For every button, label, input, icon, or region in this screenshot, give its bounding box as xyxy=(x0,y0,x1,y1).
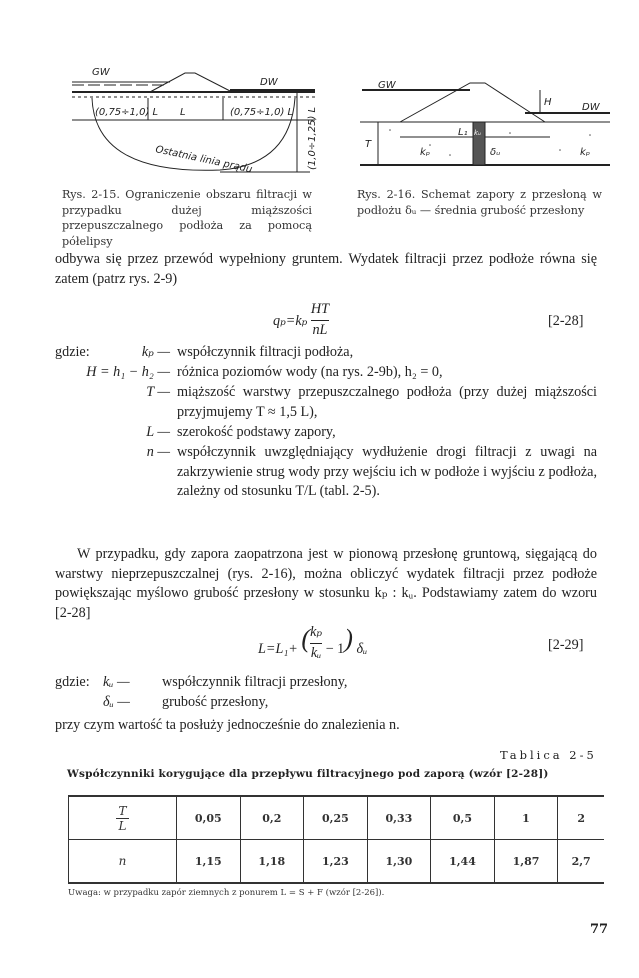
kp-right-label: kₚ xyxy=(580,147,591,158)
formula-lhs: qₚ=kₚ xyxy=(273,313,308,329)
gw-label: GW xyxy=(92,67,110,78)
formula-numerator: kₚ xyxy=(310,623,322,644)
figure-2-15 xyxy=(70,60,330,180)
figure-2-16 xyxy=(360,75,615,175)
definition-text: szerokość podstawy zapory, xyxy=(177,424,336,440)
dw-label: DW xyxy=(582,102,600,113)
formula-number: [2-29] xyxy=(548,637,584,653)
formula-tail: δᵤ xyxy=(356,641,368,657)
definition-symbol: L — xyxy=(146,424,170,440)
definitions-list-1 xyxy=(55,343,615,543)
definition-symbol: n — xyxy=(146,444,170,460)
fraction-numerator: T xyxy=(118,803,127,818)
table-cell: 1,30 xyxy=(367,840,431,883)
definition-text: współczynnik filtracji podłoża, xyxy=(177,344,354,360)
definition-symbol: kₚ — xyxy=(141,344,170,360)
table-header-cell xyxy=(69,797,177,840)
table-note: Uwaga: w przypadku zapór ziemnych z ponurem L = S + F (wzór [2-26]). xyxy=(68,888,385,898)
caption-fig-2-16: Rys. 2-16. Schemat zapory z przesłoną w podłożu δᵤ — średnia grubość przesłony xyxy=(357,188,602,217)
definition-text: współczynnik uwzględniający wydłużenie drogi filtracji z uwagi na zakrzywienie strug wody przy wejściu ich w podłoże i wyjściu z podłoża, zależny od stosunku T/L (tabl. 2-5). xyxy=(177,444,597,499)
table-header-cell: n xyxy=(69,840,177,883)
paragraph-1: odbywa się przez przewód wypełniony gruntem. Wydatek filtracji przez podłoże równa się zatem (patrz rys. 2-9) xyxy=(55,251,597,287)
caption-fig-2-15: Rys. 2-15. Ograniczenie obszaru filtracji w przypadku dużej miąższości przepuszczalnego podłoża za pomocą półelipsy xyxy=(62,188,312,248)
delta-label: δᵤ xyxy=(490,147,501,158)
formula-denominator: nL xyxy=(312,321,328,338)
table-cell: 0,33 xyxy=(367,797,431,840)
coefficients-table xyxy=(68,795,604,884)
curve-label: Ostatnia linia prądu xyxy=(154,144,254,176)
definitions-list-2 xyxy=(55,673,615,713)
definition-text: miąższość warstwy przepuszczalnego podłoża (przy dużej miąższości przyjmujemy T ≈ 1,5 L), xyxy=(177,384,597,420)
formula-number: [2-28] xyxy=(548,313,584,329)
definition-symbol: H = h₁ − h₂ — xyxy=(86,364,170,380)
definition-symbol: T — xyxy=(146,384,170,400)
definition-text: współczynnik filtracji przesłony, xyxy=(162,674,348,690)
ku-label: kᵤ xyxy=(474,129,481,137)
formula-term: − 1 xyxy=(325,641,345,657)
paragraph-2: W przypadku, gdy zapora zaopatrzona jest w pionową przesłonę gruntową, sięgającą do warstwy nieprzepuszczalnej (rys. 2-16), można obliczyć wydatek filtracji przez podłoże powiększając myślowo grubość przesłony w stosunku kₚ : kᵤ. Podstawiamy zatem do wzoru [2-28] xyxy=(55,546,597,621)
table-row xyxy=(69,797,605,840)
table-cell: 0,5 xyxy=(431,797,495,840)
base-dimension: L xyxy=(180,107,186,118)
l1-label: L₁ xyxy=(458,127,468,138)
table-cell: 0,2 xyxy=(240,797,304,840)
depth-dimension: (1,0÷1,25) L xyxy=(307,106,318,170)
table-cell: 1,87 xyxy=(494,840,558,883)
left-dimension: (0,75÷1,0) L xyxy=(95,107,159,118)
table-cell: 1,18 xyxy=(240,840,304,883)
table-cell: 0,25 xyxy=(304,797,368,840)
where-label: gdzie: xyxy=(55,674,90,690)
fraction-denominator: L xyxy=(118,818,127,833)
table-label: Tablica 2-5 xyxy=(500,748,597,762)
formula-lhs: L=L₁+ xyxy=(258,641,298,657)
right-dimension: (0,75÷1,0) L xyxy=(230,107,294,118)
formula-2-29: L=L₁+ ( $\frac{\text{kₚ}}{\text{kᵤ}}$ − 1) δᵤ xyxy=(258,623,367,663)
formula-denominator: kᵤ xyxy=(310,644,322,661)
table-cell: 1 xyxy=(494,797,558,840)
definition-symbol: δᵤ — xyxy=(103,694,130,710)
table-title: Współczynniki korygujące dla przepływu filtracyjnego pod zaporą (wzór [2-28]) xyxy=(67,768,549,780)
formula-2-28 xyxy=(273,300,329,340)
where-label: gdzie: xyxy=(55,344,90,360)
gw-label: GW xyxy=(378,80,396,91)
t-label: T xyxy=(365,139,372,150)
paragraph-3: przy czym wartość ta posłuży jednocześnie do znalezienia n. xyxy=(55,717,400,733)
table-cell: 1,23 xyxy=(304,840,368,883)
definition-text: grubość przesłony, xyxy=(162,694,269,710)
table-row xyxy=(69,840,605,883)
table-cell: 2,7 xyxy=(558,840,604,883)
definition-text: różnica poziomów wody (na rys. 2-9b), h₂ = 0, xyxy=(177,364,443,380)
table-cell: 0,05 xyxy=(177,797,241,840)
table-cell: 1,15 xyxy=(177,840,241,883)
dw-label: DW xyxy=(260,77,278,88)
definition-symbol: kᵤ — xyxy=(103,674,130,690)
table-cell: 1,44 xyxy=(431,840,495,883)
formula-numerator: HT xyxy=(311,300,329,321)
table-cell: 2 xyxy=(558,797,604,840)
page-number: 77 xyxy=(590,922,609,937)
h-label: H xyxy=(544,97,552,108)
kp-left-label: kₚ xyxy=(420,147,431,158)
